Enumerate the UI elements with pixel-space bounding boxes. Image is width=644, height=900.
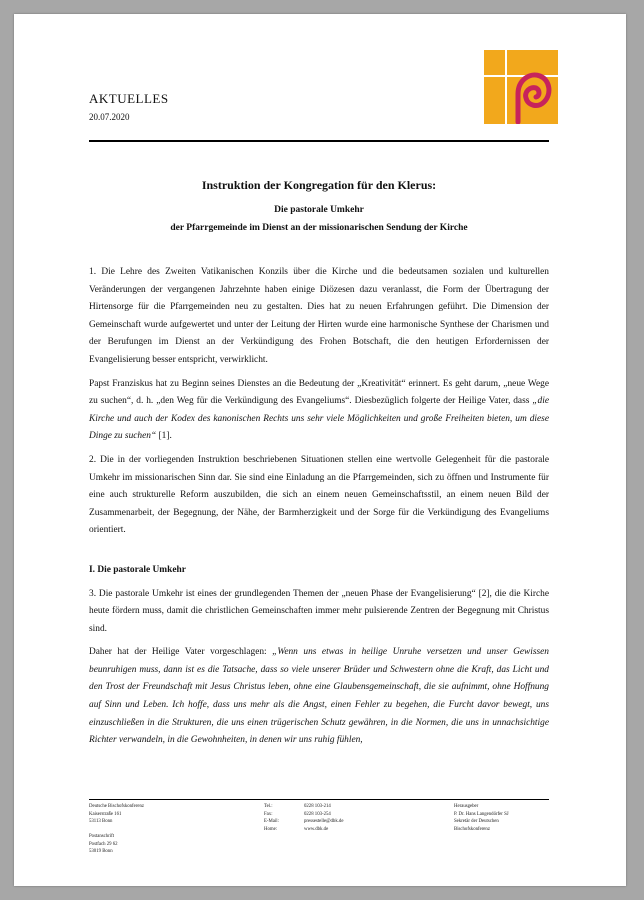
- paragraph-5-quote: „Wenn uns etwas in heilige Unruhe versetzen und unser Gewissen beunruhigen muss, dann ist es die Tatsache, dass so viele unserer Brüder und Schwestern ohne die Kraft, das Licht und den Trost der Freundschaft mit Jesus Christus leben, ohne eine Glaubensgemeinschaft, die sie aufnimmt, ohne Hoffnung auf Sinn und Leben. Ich hoffe, dass uns mehr als die Angst, einen Fehler zu begehen, die Furcht davor bewegt, uns einzuschließen in die Strukturen, die uns einen trügerischen Schutz gewähren, in die Normen, die uns in unnachsichtige Richter verwandeln, in die Gewohnheiten, in denen wir uns ruhig fühlen,: [89, 647, 549, 746]
- dbk-logo-icon: [484, 50, 558, 124]
- footer-line: Home:: [264, 826, 278, 832]
- section-label: AKTUELLES: [89, 91, 169, 106]
- footer-line: Sekretär der Deutschen: [454, 819, 499, 824]
- footer-line: Kaiserstraße 161: [89, 811, 122, 817]
- paragraph-2: [89, 376, 549, 446]
- footer-contact-values: [304, 803, 343, 833]
- paragraph-4: 3. Die pastorale Umkehr ist eines der grundlegenden Themen der „neuen Phase der Evangelisierung“ [2], die die Kirche heute fördern muss, damit die christlichen Gemeinschaften immer mehr pulsierende Zentren der Begegnung mit Christus sind.: [89, 588, 549, 634]
- paragraph-2-quote: „die Kirche und auch der Kodex des kanonischen Rechts uns sehr viele Möglichkeiten und große Freiheiten bieten, um diese Dinge zu suchen“: [89, 396, 549, 442]
- title-block: [89, 178, 549, 233]
- footer-publisher: [454, 803, 509, 833]
- footer-line: Fax:: [264, 811, 273, 817]
- footer-line: P. Dr. Hans Langendörfer SJ: [454, 811, 509, 817]
- document-body: [89, 264, 549, 756]
- footer-address: [89, 803, 144, 856]
- footer-line: 0228 103-254: [304, 811, 331, 817]
- paragraph-5-text: Daher hat der Heilige Vater vorgeschlagen:: [89, 647, 273, 658]
- paragraph-2-ref: [1].: [156, 431, 172, 442]
- footer-line: Deutsche Bischofskonferenz: [89, 804, 145, 809]
- section-heading: I. Die pastorale Umkehr: [89, 564, 186, 575]
- document-subtitle: Die pastorale Umkehr: [274, 205, 364, 215]
- document-subtitle-2: der Pfarrgemeinde im Dienst an der missionarischen Sendung der Kirche: [170, 223, 468, 233]
- paragraph-1: 1. Die Lehre des Zweiten Vatikanischen Konzils über die Kirche und die bedeutsamen sozialen und kulturellen Veränderungen der vergangenen Jahrzehnte haben einige Diözesen dazu veranlasst, die Form der Übertragung der Hirtensorge für die Pfarrgemeinden neu zu gestalten. Dies hat zu neuen Erfahrungen geführt. Die Dimension der Gemeinschaft wurde aufgewertet und unter der Leitung der Hirten wurde eine harmonische Synthese der Charismen und der Berufungen im Dienst an der Verkündigung des Frohen Botschaft, die den heutigen Erfordernissen der Evangelisierung besser entspricht, verwirklicht.: [89, 267, 549, 365]
- paragraph-5: [89, 644, 549, 750]
- footer-line: 53113 Bonn: [89, 819, 113, 824]
- footer-rule: [89, 799, 549, 800]
- footer-line: 53019 Bonn: [89, 849, 113, 854]
- footer-line: Bischofskonferenz: [454, 826, 490, 832]
- footer-line: 0228 103-214: [304, 804, 331, 809]
- header-rule: [89, 140, 549, 142]
- footer-line: Tel.:: [264, 804, 273, 809]
- publication-date: 20.07.2020: [89, 112, 130, 122]
- footer-line: [89, 826, 144, 834]
- footer-contact-labels: [264, 803, 279, 833]
- footer-line: Herausgeber: [454, 804, 479, 809]
- paragraph-3: 2. Die in der vorliegenden Instruktion beschriebenen Situationen stellen eine wertvolle Gelegenheit für die pastorale Umkehr im missionarischen Sinn dar. Sie sind eine Einladung an die Pfarrgemeinden, sich zu öffnen und Instrumente für eine auch strukturelle Reform auszubilden, die sich an einem neuen Gemeinschaftsstil, an einem neuen Bild der Zusammenarbeit, der Begegnung, der Nähe, der Barmherzigkeit und der Sorge für die Verkündigung des Evangeliums orientiert.: [89, 454, 549, 536]
- document-title: Instruktion der Kongregation für den Klerus:: [201, 178, 437, 192]
- footer-line: Postanschrift: [89, 834, 115, 839]
- footer-email-link[interactable]: pressestelle@dbk.de: [304, 819, 344, 824]
- footer-line: Postfach 29 62: [89, 841, 118, 847]
- document-page: [14, 14, 626, 886]
- footer-line: E-Mail:: [264, 819, 279, 824]
- paragraph-2-text: Papst Franziskus hat zu Beginn seines Dienstes an die Bedeutung der „Kreativität“ erinnert. Es geht darum, „neue Wege zu suchen“, d. h. „den Weg für die Verkündigung des Evangeliums“. Diesbezüglich folgerte der Heilige Vater, dass: [89, 378, 549, 407]
- footer-website-link[interactable]: www.dbk.de: [304, 826, 329, 832]
